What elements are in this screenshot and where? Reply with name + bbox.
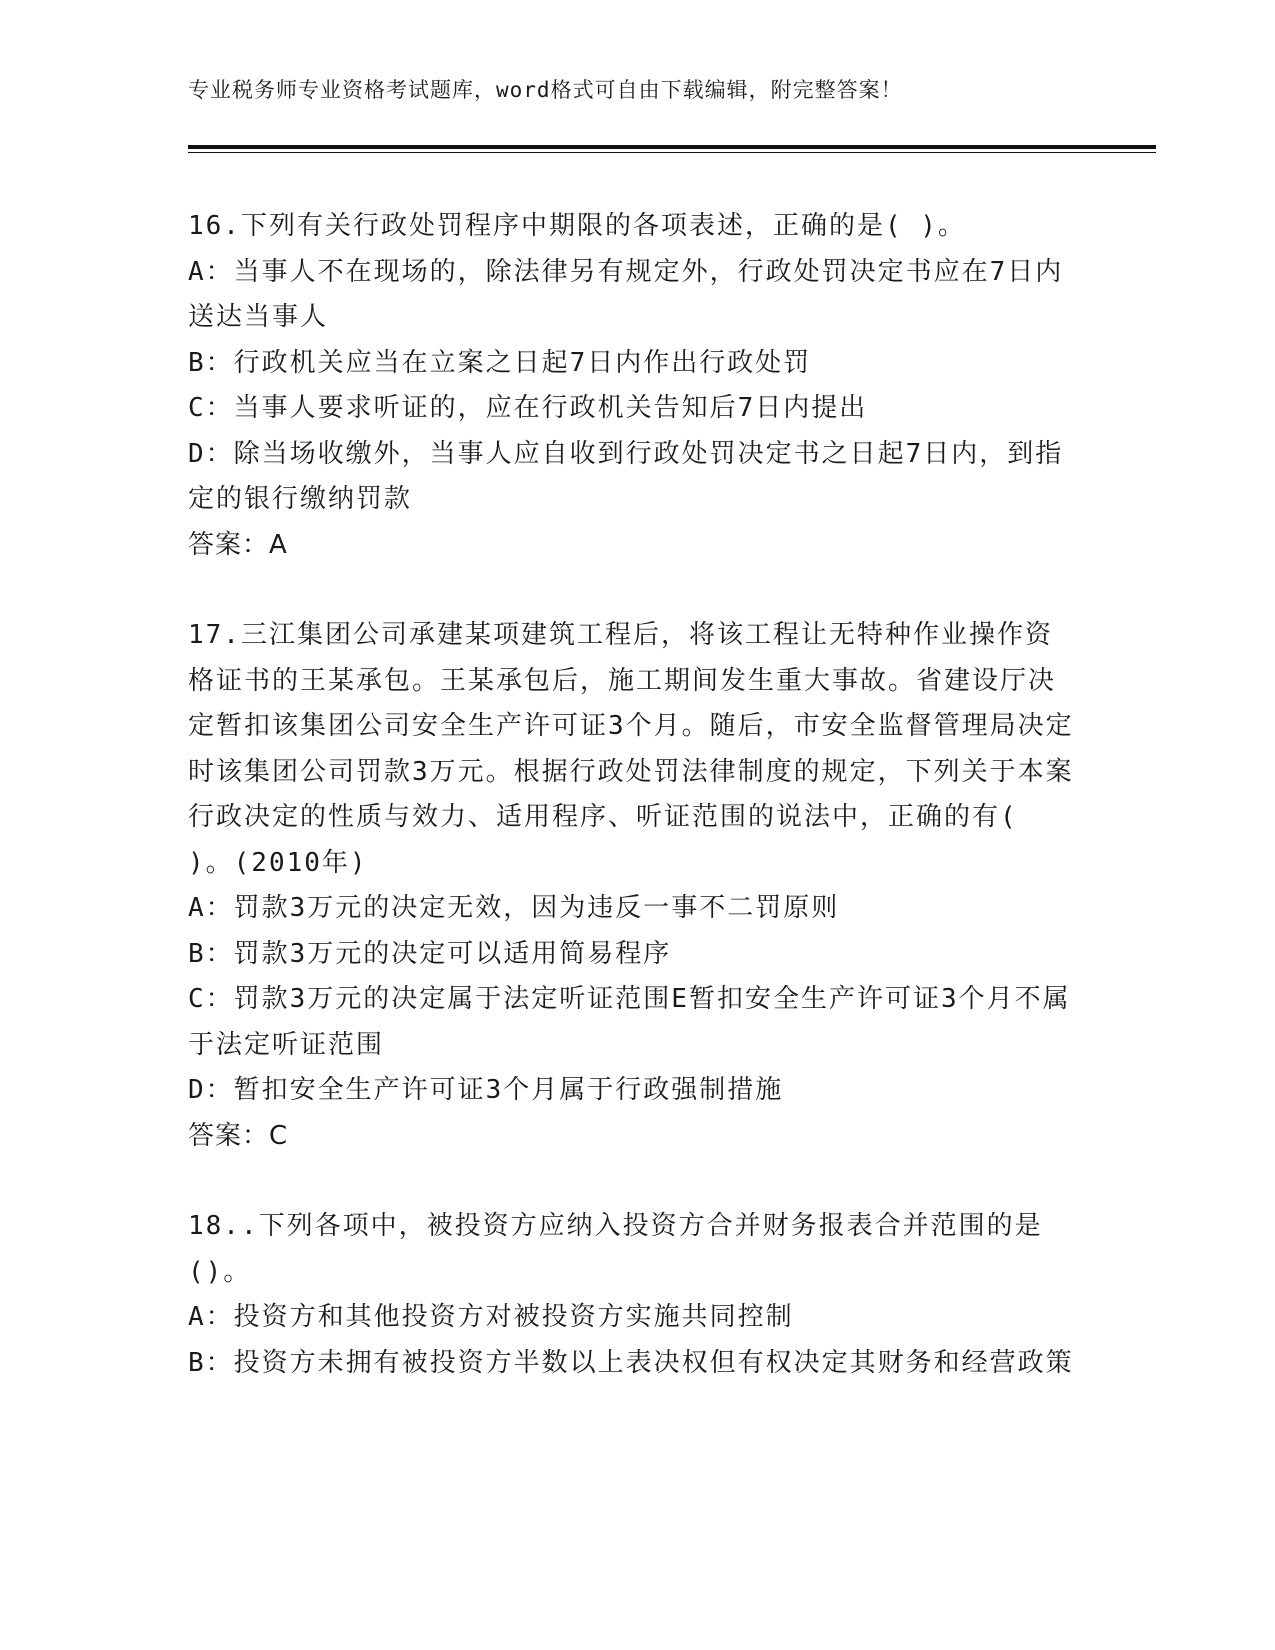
option-b: B：罚款3万元的决定可以适用简易程序 bbox=[188, 938, 672, 969]
option-c: C：罚款3万元的决定属于法定听证范围E暂扣安全生产许可证3个月不属于法定听证范围 bbox=[188, 984, 1071, 1060]
question-16 bbox=[188, 204, 1078, 568]
option-a: A：投资方和其他投资方对被投资方实施共同控制 bbox=[188, 1302, 794, 1332]
option-b: B：投资方未拥有被投资方半数以上表决权但有权决定其财务和经营政策 bbox=[188, 1347, 1074, 1378]
option-a: A：罚款3万元的决定无效，因为违反一事不二罚原则 bbox=[188, 893, 840, 923]
answer: 答案：A bbox=[188, 529, 288, 560]
page-header: 专业税务师专业资格考试题库，word格式可自由下载编辑，附完整答案！ bbox=[188, 78, 903, 102]
option-c: C：当事人要求听证的，应在行政机关告知后7日内提出 bbox=[188, 393, 868, 423]
question-17 bbox=[188, 613, 1078, 1159]
option-a: A：当事人不在现场的，除法律另有规定外，行政处罚决定书应在7日内送达当事人 bbox=[188, 256, 1064, 332]
question-18 bbox=[188, 1204, 1078, 1386]
question-list bbox=[188, 204, 1078, 1386]
answer: 答案：C bbox=[188, 1120, 289, 1151]
header-rule-thick bbox=[188, 145, 1156, 149]
header-rule-thin bbox=[188, 152, 1156, 153]
option-b: B：行政机关应当在立案之日起7日内作出行政处罚 bbox=[188, 347, 812, 378]
question-stem: 16.下列有关行政处罚程序中期限的各项表述，正确的是( )。 bbox=[188, 211, 966, 241]
question-stem: 17.三江集团公司承建某项建筑工程后，将该工程让无特种作业操作资格证书的王某承包。王某承包后，施工期间发生重大事故。省建设厅决定暂扣该集团公司安全生产许可证3个月。随后，市安全监督管理局决定时该集团公司罚款3万元。根据行政处罚法律制度的规定，下列关于本案行政决定的性质与效力、适用程序、听证范围的说法中，正确的有( )。(2010年) bbox=[188, 620, 1074, 878]
question-stem: 18..下列各项中，被投资方应纳入投资方合并财务报表合并范围的是()。 bbox=[188, 1211, 1043, 1287]
option-d: D：除当场收缴外，当事人应自收到行政处罚决定书之日起7日内，到指定的银行缴纳罚款 bbox=[188, 438, 1064, 514]
option-d: D：暂扣安全生产许可证3个月属于行政强制措施 bbox=[188, 1075, 784, 1105]
